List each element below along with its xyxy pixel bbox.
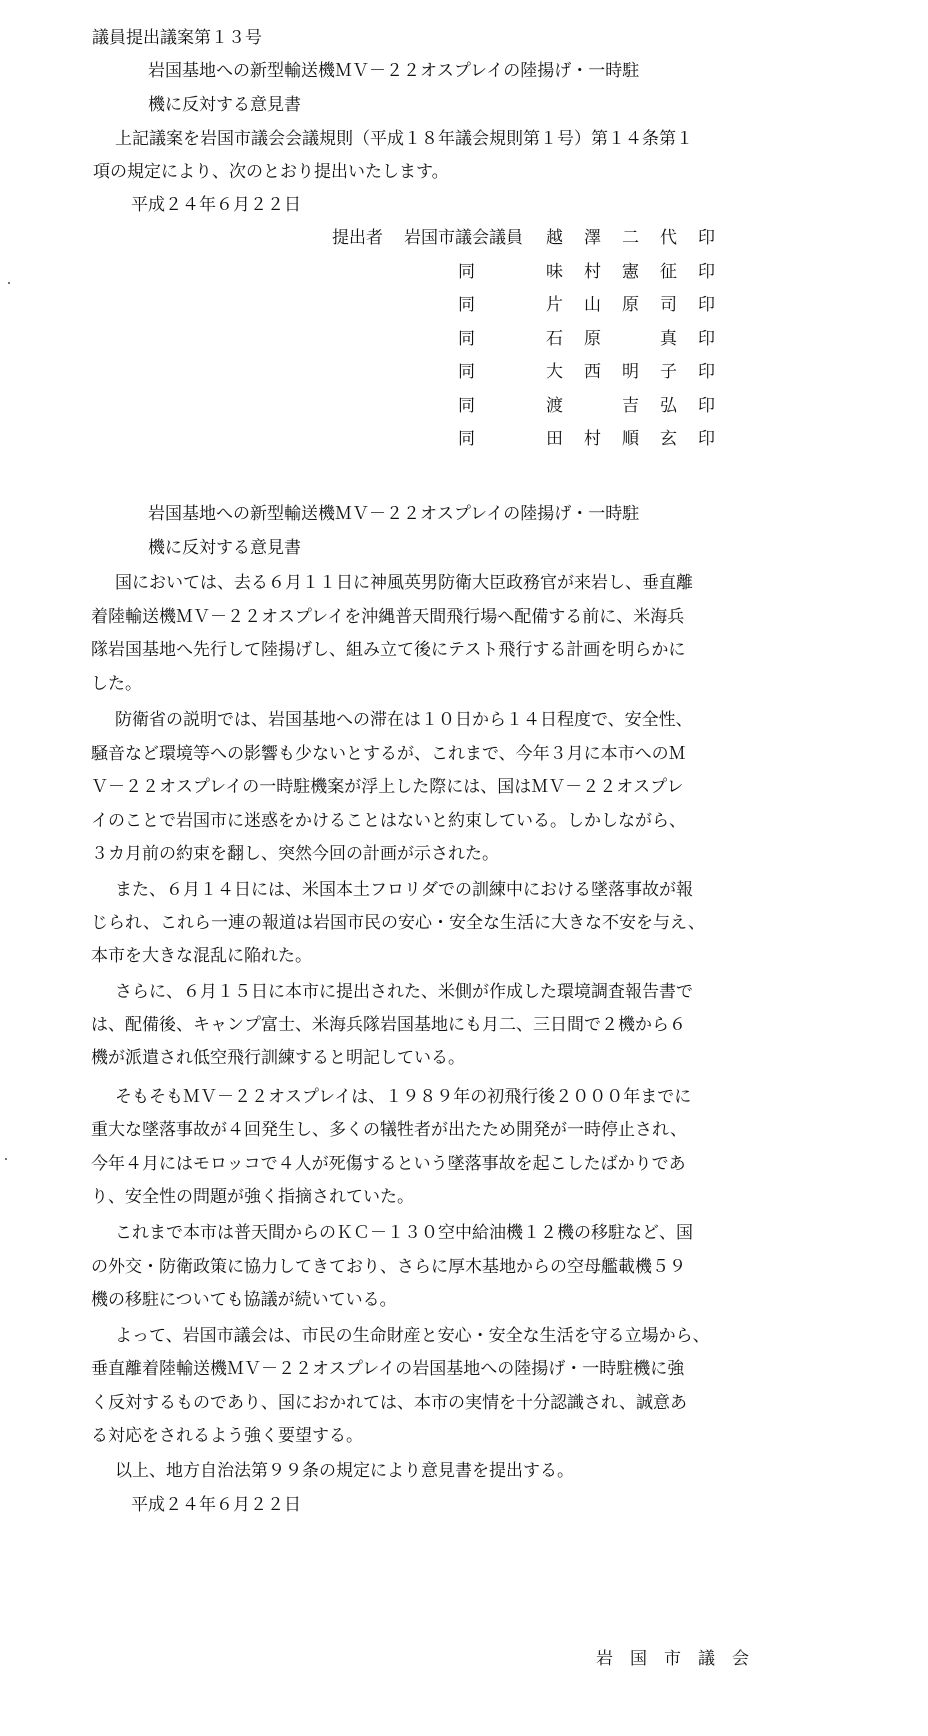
body-line: した。 bbox=[91, 674, 142, 694]
submitter-name-char: 原 bbox=[584, 329, 601, 349]
submitter-name-char: 明 bbox=[622, 362, 639, 382]
submitter-label: 提出者 bbox=[332, 228, 383, 248]
submission-statement-line-2: 項の規定により、次のとおり提出いたします。 bbox=[93, 162, 449, 182]
body-line: 防衛省の説明では、岩国基地への滞在は１０日から１４日程度で、安全性、 bbox=[115, 710, 693, 730]
same-mark: 同 bbox=[458, 429, 475, 449]
submission-statement-line-1: 上記議案を岩国市議会会議規則（平成１８年議会規則第１号）第１４条第１ bbox=[115, 129, 693, 149]
body-line: 機の移駐についても協議が続いている。 bbox=[91, 1290, 397, 1310]
submitter-name-char: 味 bbox=[546, 262, 563, 282]
submitter-name-char: 順 bbox=[622, 429, 639, 449]
body-line: 機が派遣され低空飛行訓練すると明記している。 bbox=[91, 1048, 465, 1068]
submitter-name-char: 村 bbox=[584, 262, 601, 282]
submitter-name-char: 憲 bbox=[622, 262, 639, 282]
submitter-name-char: 玄 bbox=[660, 429, 677, 449]
body-line: ３カ月前の約束を翻し、突然今回の計画が示された。 bbox=[91, 844, 499, 864]
submitter-row bbox=[0, 364, 928, 388]
body-line: 今年４月にはモロッコで４人が死傷するという墜落事故を起こしたばかりであ bbox=[91, 1154, 686, 1174]
submitter-name-char: 子 bbox=[660, 362, 677, 382]
same-mark: 同 bbox=[458, 295, 475, 315]
submitter-row bbox=[0, 264, 928, 288]
body-line: イのことで岩国市に迷惑をかけることはないと約束している。しかしながら、 bbox=[91, 811, 686, 831]
body-line: これまで本市は普天間からのＫＣ－１３０空中給油機１２機の移駐など、国 bbox=[115, 1223, 693, 1243]
body-line: 重大な墜落事故が４回発生し、多くの犠牲者が出たため開発が一時停止され、 bbox=[91, 1120, 688, 1140]
submitter-name-char: 征 bbox=[660, 262, 677, 282]
body-line: 国においては、去る６月１１日に神風英男防衛大臣政務官が来岩し、垂直離 bbox=[115, 573, 693, 593]
body-line: Ｖ－２２オスプレイの一時駐機案が浮上した際には、国はＭＶ－２２オスプレ bbox=[91, 777, 684, 797]
submitter-row bbox=[0, 431, 928, 455]
submitter-name-char: 司 bbox=[660, 295, 677, 315]
submitter-name-char: 渡 bbox=[546, 396, 563, 416]
same-mark: 同 bbox=[458, 329, 475, 349]
seal-mark: 印 bbox=[698, 262, 715, 282]
seal-mark: 印 bbox=[698, 362, 715, 382]
proposal-title-line-2: 機に反対する意見書 bbox=[148, 95, 301, 115]
body-line: また、６月１４日には、米国本土フロリダでの訓練中における墜落事故が報 bbox=[115, 880, 693, 900]
scan-speck bbox=[8, 282, 10, 284]
submitter-row bbox=[0, 331, 928, 355]
body-line: く反対するものであり、国におかれては、本市の実情を十分認識され、誠意あ bbox=[91, 1393, 688, 1413]
opinion-title-line-2: 機に反対する意見書 bbox=[148, 538, 301, 558]
proposal-number: 議員提出議案第１３号 bbox=[92, 28, 262, 48]
submitter-name-char: 田 bbox=[546, 429, 563, 449]
submitter-name-char: 二 bbox=[622, 228, 639, 248]
body-line: よって、岩国市議会は、市民の生命財産と安心・安全な生活を守る立場から、 bbox=[115, 1326, 710, 1346]
body-line: 隊岩国基地へ先行して陸揚げし、組み立て後にテスト飛行する計画を明らかに bbox=[91, 640, 686, 660]
seal-mark: 印 bbox=[698, 396, 715, 416]
seal-mark: 印 bbox=[698, 295, 715, 315]
body-line: そもそもＭＶ－２２オスプレイは、１９８９年の初飛行後２０００年までに bbox=[115, 1087, 692, 1107]
submitter-name-char: 片 bbox=[546, 295, 563, 315]
same-mark: 同 bbox=[458, 262, 475, 282]
body-line: じられ、これら一連の報道は岩国市民の安心・安全な生活に大きな不安を与え、 bbox=[91, 913, 706, 933]
same-mark: 同 bbox=[458, 396, 475, 416]
submitter-name-char: 代 bbox=[660, 228, 677, 248]
seal-mark: 印 bbox=[698, 429, 715, 449]
same-mark: 同 bbox=[458, 362, 475, 382]
submitter-row bbox=[0, 398, 928, 422]
submission-date: 平成２４年６月２２日 bbox=[131, 195, 301, 215]
submitter-name-char: 石 bbox=[546, 329, 563, 349]
body-line: は、配備後、キャンプ富士、米海兵隊岩国基地にも月二、三日間で２機から６ bbox=[91, 1015, 686, 1035]
body-line: 着陸輸送機ＭＶ－２２オスプレイを沖縄普天間飛行場へ配備する前に、米海兵 bbox=[91, 607, 685, 627]
scan-speck bbox=[5, 1158, 7, 1160]
seal-mark: 印 bbox=[698, 228, 715, 248]
body-line: の外交・防衛政策に協力してきており、さらに厚木基地からの空母艦載機５９ bbox=[91, 1257, 686, 1277]
body-line: さらに、６月１５日に本市に提出された、米側が作成した環境調査報告書で bbox=[115, 982, 693, 1002]
submitter-name-char: 真 bbox=[660, 329, 677, 349]
opinion-date: 平成２４年６月２２日 bbox=[131, 1495, 301, 1515]
opinion-title-line-1: 岩国基地への新型輸送機ＭＶ－２２オスプレイの陸揚げ・一時駐 bbox=[148, 504, 640, 524]
issuer-name: 岩 国 市 議 会 bbox=[596, 1649, 749, 1669]
submitter-name-char: 弘 bbox=[660, 396, 677, 416]
submitter-role: 岩国市議会議員 bbox=[404, 228, 523, 248]
seal-mark: 印 bbox=[698, 329, 715, 349]
submitter-name-char: 原 bbox=[622, 295, 639, 315]
body-line: 本市を大きな混乱に陥れた。 bbox=[91, 946, 312, 966]
submitter-name-char: 吉 bbox=[622, 396, 639, 416]
body-line: 垂直離着陸輸送機ＭＶ－２２オスプレイの岩国基地への陸揚げ・一時駐機に強 bbox=[91, 1359, 685, 1379]
body-line: る対応をされるよう強く要望する。 bbox=[91, 1426, 363, 1446]
proposal-title-line-1: 岩国基地への新型輸送機ＭＶ－２２オスプレイの陸揚げ・一時駐 bbox=[148, 61, 640, 81]
submitter-name-char: 澤 bbox=[584, 228, 601, 248]
submitter-row bbox=[0, 230, 928, 254]
submitter-row bbox=[0, 297, 928, 321]
submitter-name-char: 村 bbox=[584, 429, 601, 449]
submitter-name-char: 越 bbox=[546, 228, 563, 248]
body-line: 騒音など環境等への影響も少ないとするが、これまで、今年３月に本市へのＭ bbox=[91, 744, 686, 764]
submitter-name-char: 大 bbox=[546, 362, 563, 382]
body-line: り、安全性の問題が強く指摘されていた。 bbox=[91, 1187, 414, 1207]
body-line: 以上、地方自治法第９９条の規定により意見書を提出する。 bbox=[115, 1461, 574, 1481]
submitter-name-char: 山 bbox=[584, 295, 601, 315]
submitter-name-char: 西 bbox=[584, 362, 601, 382]
